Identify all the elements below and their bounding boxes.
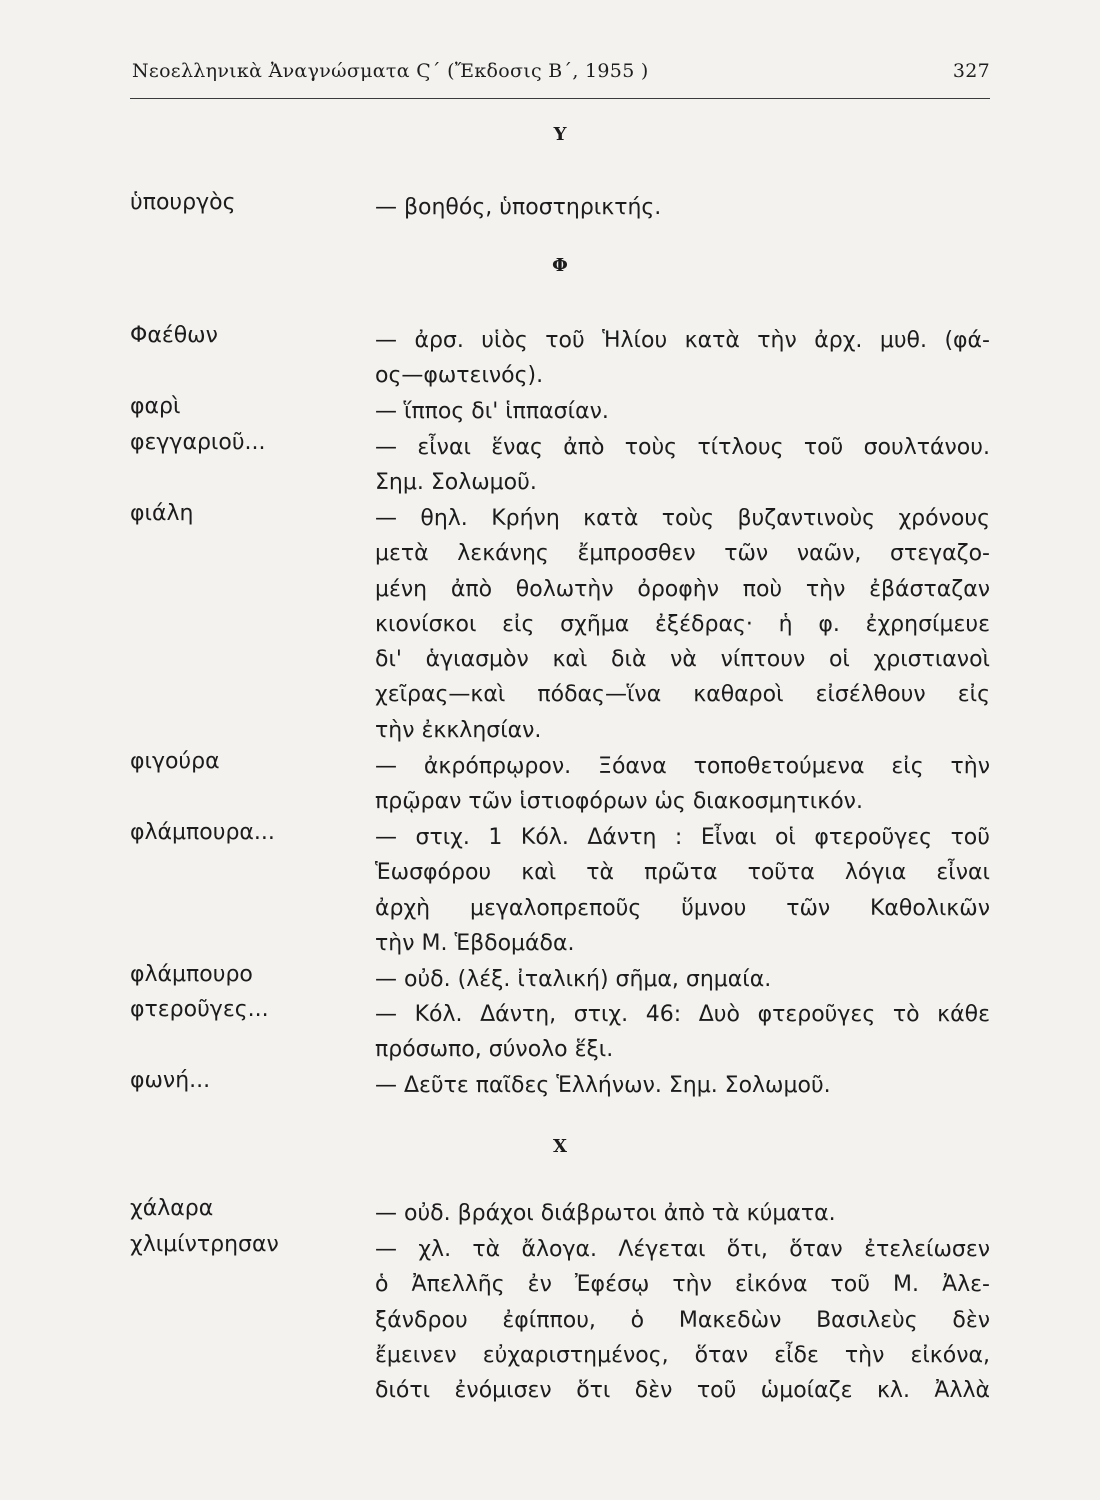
- glossary-definition: — εἶναι ἕνας ἀπὸ τοὺς τίτλους τοῦ σουλτάνου. Σημ. Σολωμοῦ.: [375, 435, 990, 496]
- running-title: Νεοελληνικὰ Ἀναγνώσματα Ϛ΄ (Ἔκδοσις Β΄, 1955 ): [132, 60, 649, 82]
- glossary-definition: — Κόλ. Δάντη, στιχ. 46: Δυὸ φτεροῦγες τὸ κάθε πρόσωπο, σύνολο ἕξι.: [375, 1002, 990, 1063]
- glossary-term: φλάμπουρα...: [130, 820, 275, 845]
- glossary-term: Φαέθων: [130, 323, 218, 348]
- page-number: 327: [952, 60, 990, 82]
- header-rule: [130, 98, 990, 99]
- glossary-definition: — ἵππος δι' ἱππασίαν.: [375, 399, 609, 424]
- glossary-term: φεγγαριοῦ...: [130, 430, 266, 455]
- glossary-definition: — χλ. τὰ ἄλογα. Λέγεται ὅτι, ὅταν ἐτελείωσεν ὁ Ἀπελλῆς ἐν Ἐφέσῳ τὴν εἰκόνα τοῦ Μ. Ἀλε- ξάνδρου ἐφίππου, ὁ Μακεδὼν Βασιλεὺς δὲν ἔμεινεν εὐχαριστημένος, ὅταν εἶδε τὴν εἰκόνα, διότι ἐνόμισεν ὅτι δὲν τοῦ ὡμοίαζε κλ. Ἀλλὰ: [375, 1237, 990, 1404]
- glossary-term: φαρὶ: [130, 394, 181, 419]
- section-letter-upsilon: Υ: [553, 124, 567, 145]
- glossary-definition: — βοηθός, ὑποστηρικτής.: [375, 195, 662, 220]
- glossary-definition: — ἀκρόπρῳρον. Ξόανα τοποθετούμενα εἰς τὴν πρῷραν τῶν ἱστιοφόρων ὡς διακοσμητικόν.: [375, 754, 990, 815]
- section-letter-phi: Φ: [552, 255, 568, 276]
- glossary-definition: — ἀρσ. υἱὸς τοῦ Ἡλίου κατὰ τὴν ἀρχ. μυθ. (φά- ος—φωτεινός).: [375, 328, 990, 389]
- glossary-term: χλιμίντρησαν: [130, 1232, 279, 1257]
- glossary-term: φιάλη: [130, 501, 194, 526]
- glossary-definition: — θηλ. Κρήνη κατὰ τοὺς βυζαντινοὺς χρόνους μετὰ λεκάνης ἔμπροσθεν τῶν ναῶν, στεγαζο- μένη ἀπὸ θολωτὴν ὀροφὴν ποὺ τὴν ἐβάσταζαν κιονίσκοι εἰς σχῆμα ἐξέδρας· ἡ φ. ἐχρησίμευε δι' ἁγιασμὸν καὶ διὰ νὰ νίπτουν οἱ χριστιανοὶ χεῖρας—καὶ πόδας—ἵνα καθαροὶ εἰσέλθουν εἰς τὴν ἐκκλησίαν.: [375, 506, 990, 743]
- glossary-definition: — οὐδ. (λέξ. ἰταλική) σῆμα, σημαία.: [375, 967, 772, 992]
- glossary-term: φλάμπουρο: [130, 962, 253, 987]
- glossary-definition: — Δεῦτε παῖδες Ἑλλήνων. Σημ. Σολωμοῦ.: [375, 1073, 831, 1098]
- glossary-term: φωνή...: [130, 1068, 211, 1093]
- glossary-term: χάλαρα: [130, 1196, 214, 1221]
- glossary-definition: — οὐδ. βράχοι διάβρωτοι ἀπὸ τὰ κύματα.: [375, 1201, 836, 1226]
- glossary-definition: — στιχ. 1 Κόλ. Δάντη : Εἶναι οἱ φτεροῦγες τοῦ Ἑωσφόρου καὶ τὰ πρῶτα τοῦτα λόγια εἶναι ἀρχὴ μεγαλοπρεποῦς ὕμνου τῶν Καθολικῶν τὴν Μ. Ἑβδομάδα.: [375, 825, 990, 956]
- glossary-term: φιγούρα: [130, 749, 220, 774]
- section-letter-chi: Χ: [553, 1136, 567, 1157]
- glossary-term: φτεροῦγες...: [130, 997, 269, 1022]
- glossary-term: ὑπουργὸς: [130, 190, 236, 215]
